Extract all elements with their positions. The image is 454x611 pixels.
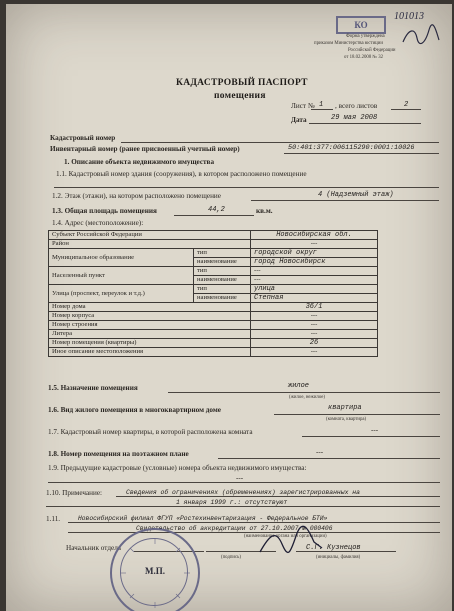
building-label: Номер строения [49, 321, 251, 330]
official-seal [110, 528, 200, 611]
stamp-rect: КО [336, 16, 386, 34]
field-1-11-line-2: Свидетельство об аккредитации от 27.10.2007 № 000406 [136, 525, 333, 532]
field-1-2-value: 4 (Надземный этаж) [318, 191, 394, 199]
field-1-6-label: 1.6. Вид жилого помещения в многоквартирном доме [48, 406, 221, 414]
other-location-value: --- [251, 348, 378, 357]
table-row [49, 348, 378, 357]
municipal-type-label: тип [194, 249, 251, 258]
field-1-3-label: 1.3. Общая площадь помещения [52, 207, 157, 215]
field-1-4-label: 1.4. Адрес (местоположение): [52, 219, 144, 227]
inventory-number-value: 50:401:377:006115290:0001:10026 [288, 144, 415, 152]
table-row [49, 267, 378, 276]
field-1-7-value: --- [371, 426, 379, 434]
table-row [49, 303, 378, 312]
municipal-name-label: наименование [194, 258, 251, 267]
field-1-8-value: --- [316, 448, 324, 456]
table-row [49, 339, 378, 348]
field-1-5-value: жилое [288, 382, 310, 390]
head-of-department-label: Начальник отдела [66, 544, 121, 552]
head-signature [256, 524, 326, 558]
inventory-number-label: Инвентарный номер (ранее присвоенный учетный номер) [50, 145, 240, 153]
litera-value: --- [251, 330, 378, 339]
field-1-3-unit: кв.м. [256, 207, 273, 215]
korpus-label: Номер корпуса [49, 312, 251, 321]
approval-line-4: от 18.02.2008 № 32 [344, 55, 383, 60]
street-type-label: тип [194, 285, 251, 294]
settlement-label: Населенный пункт [49, 267, 194, 285]
document-title: КАДАСТРОВЫЙ ПАСПОРТ [176, 78, 308, 88]
date-label: Дата [291, 116, 307, 124]
field-1-5-label: 1.5. Назначение помещения [48, 384, 138, 392]
table-row [49, 321, 378, 330]
table-row [49, 285, 378, 294]
subject-value: Новосибирская обл. [251, 231, 378, 240]
other-location-label: Иное описание местоположения [49, 348, 251, 357]
house-value: 36/1 [251, 303, 378, 312]
field-1-9-value: --- [236, 474, 244, 482]
document-subtitle: помещения [214, 91, 266, 101]
settlement-name-label: наименование [194, 276, 251, 285]
field-1-10-line-1: Сведения об ограничениях (обременениях) зарегистрированных на [126, 489, 360, 496]
room-value: 26 [251, 339, 378, 348]
date-value: 29 мая 2008 [331, 114, 378, 122]
stamp-ref: 101013 [394, 11, 424, 22]
municipal-type-value: городской округ [251, 249, 378, 258]
field-1-3-value: 44,2 [208, 206, 225, 214]
settlement-name-value: --- [251, 276, 378, 285]
sheets-total-label: , всего листов [335, 102, 378, 110]
house-label: Номер дома [49, 303, 251, 312]
field-1-9-label: 1.9. Предыдущие кадастровые (условные) номера объекта недвижимого имущества: [48, 464, 307, 472]
field-1-7-label: 1.7. Кадастровый номер квартиры, в которой расположена комната [48, 428, 253, 436]
table-row [49, 231, 378, 240]
field-1-6-hint: (комната, квартира) [326, 417, 367, 422]
municipal-label: Муниципальное образование [49, 249, 194, 267]
field-1-1: 1.1. Кадастровый номер здания (сооружения), в котором расположено помещение [56, 170, 307, 178]
field-1-8-label: 1.8. Номер помещения на поэтажном плане [48, 450, 189, 458]
approval-line-2: приказом Министерства юстиции [314, 41, 383, 46]
subject-label: Субъект Российской Федерации [49, 231, 251, 240]
sheets-total: 2 [404, 101, 409, 109]
settlement-type-value: --- [251, 267, 378, 276]
district-value: --- [251, 240, 378, 249]
table-row [49, 312, 378, 321]
field-1-11-hint: (наименование органа или организации) [244, 534, 327, 539]
street-type-value: улица [251, 285, 378, 294]
section-1-heading: 1. Описание объекта недвижимого имущества [64, 158, 215, 166]
district-label: Район [49, 240, 251, 249]
signer-name: С.Г. Кузнецов [306, 544, 361, 552]
table-row [49, 330, 378, 339]
table-row [49, 240, 378, 249]
table-row [49, 249, 378, 258]
litera-label: Литера [49, 330, 251, 339]
settlement-type-label: тип [194, 267, 251, 276]
cadastral-number-label: Кадастровый номер [50, 134, 116, 142]
room-label: Номер помещения (квартиры) [49, 339, 251, 348]
seal-mp: М.П. [145, 566, 165, 576]
approval-signature [401, 24, 441, 46]
field-1-11-line-1: Новосибирский филиал ФГУП «Ростехинвентаризация - Федеральное БТИ» [78, 515, 328, 522]
korpus-value: --- [251, 312, 378, 321]
field-1-6-value: квартира [328, 404, 362, 412]
field-1-10-label: 1.10. Примечание: [46, 489, 103, 497]
signer-name-hint: (инициалы, фамилия) [316, 555, 361, 560]
field-1-11-label: 1.11. [46, 515, 61, 523]
approval-line-1: Форма утверждена [346, 34, 385, 39]
approval-line-3: Российской Федерации [348, 48, 396, 53]
document-page [6, 4, 452, 611]
street-name-label: наименование [194, 294, 251, 303]
sheet-number: 1 [319, 101, 324, 109]
street-name-value: Степная [251, 294, 378, 303]
address-table [48, 230, 378, 357]
field-1-2-label: 1.2. Этаж (этажи), на котором расположено помещение [52, 192, 221, 200]
municipal-name-value: город Новосибирск [251, 258, 378, 267]
field-1-5-hint: (жилое, нежилое) [289, 395, 326, 400]
street-label: Улица (проспект, переулок и т.д.) [49, 285, 194, 303]
field-1-10-line-2: 1 января 1999 г.: отсутствуют [176, 499, 288, 506]
building-value: --- [251, 321, 378, 330]
signature-hint: (подпись) [221, 555, 241, 560]
sheet-label: Лист № [291, 102, 315, 110]
